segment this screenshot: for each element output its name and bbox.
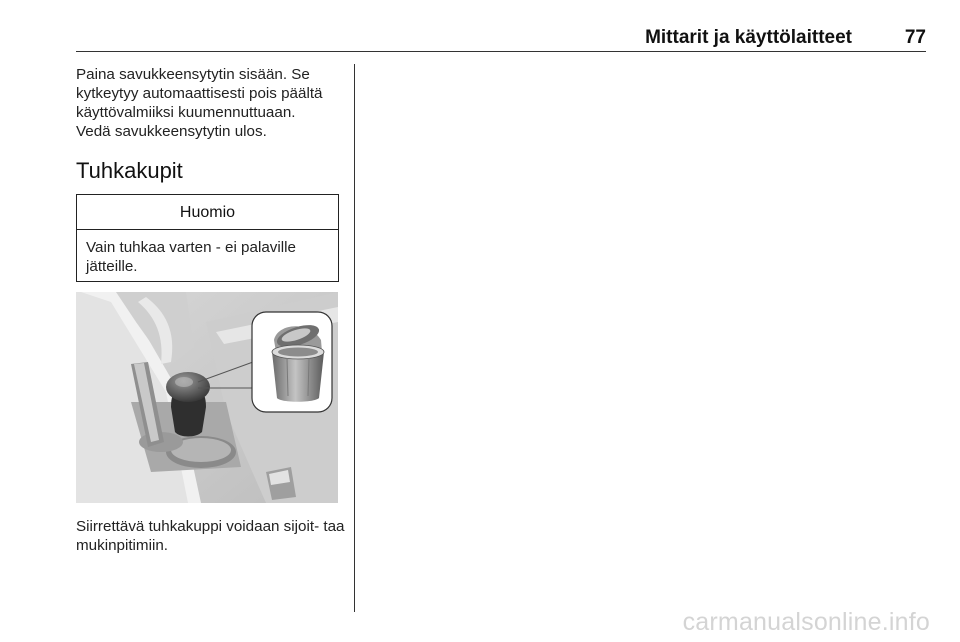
intro-text [76,65,346,141]
intro-paragraph: Vedä savukkeensytytin ulos. [76,123,267,140]
section-heading: Tuhkakupit [76,158,183,183]
page-header [76,27,926,49]
note-title: Huomio [77,195,338,230]
column-divider [354,64,355,612]
intro-paragraph: Paina savukkeensytytin sisään. Se kytkeytyy automaattisesti pois päältä käyttövalmiiksi kuumennuttuaan. [76,66,323,121]
chapter-title: Mittarit ja käyttölaitteet [645,27,852,48]
page-number: 77 [904,27,926,48]
ashtray-in-cupholder-illustration [76,292,338,503]
note-box [76,194,339,282]
caption-text: Siirrettävä tuhkakuppi voidaan sijoit- taa mukinpitimiin. [76,518,345,554]
note-text: Vain tuhkaa varten - ei palaville jätteille. [86,239,296,275]
header-rule [76,51,926,52]
watermark: carmanualsonline.info [682,608,930,636]
